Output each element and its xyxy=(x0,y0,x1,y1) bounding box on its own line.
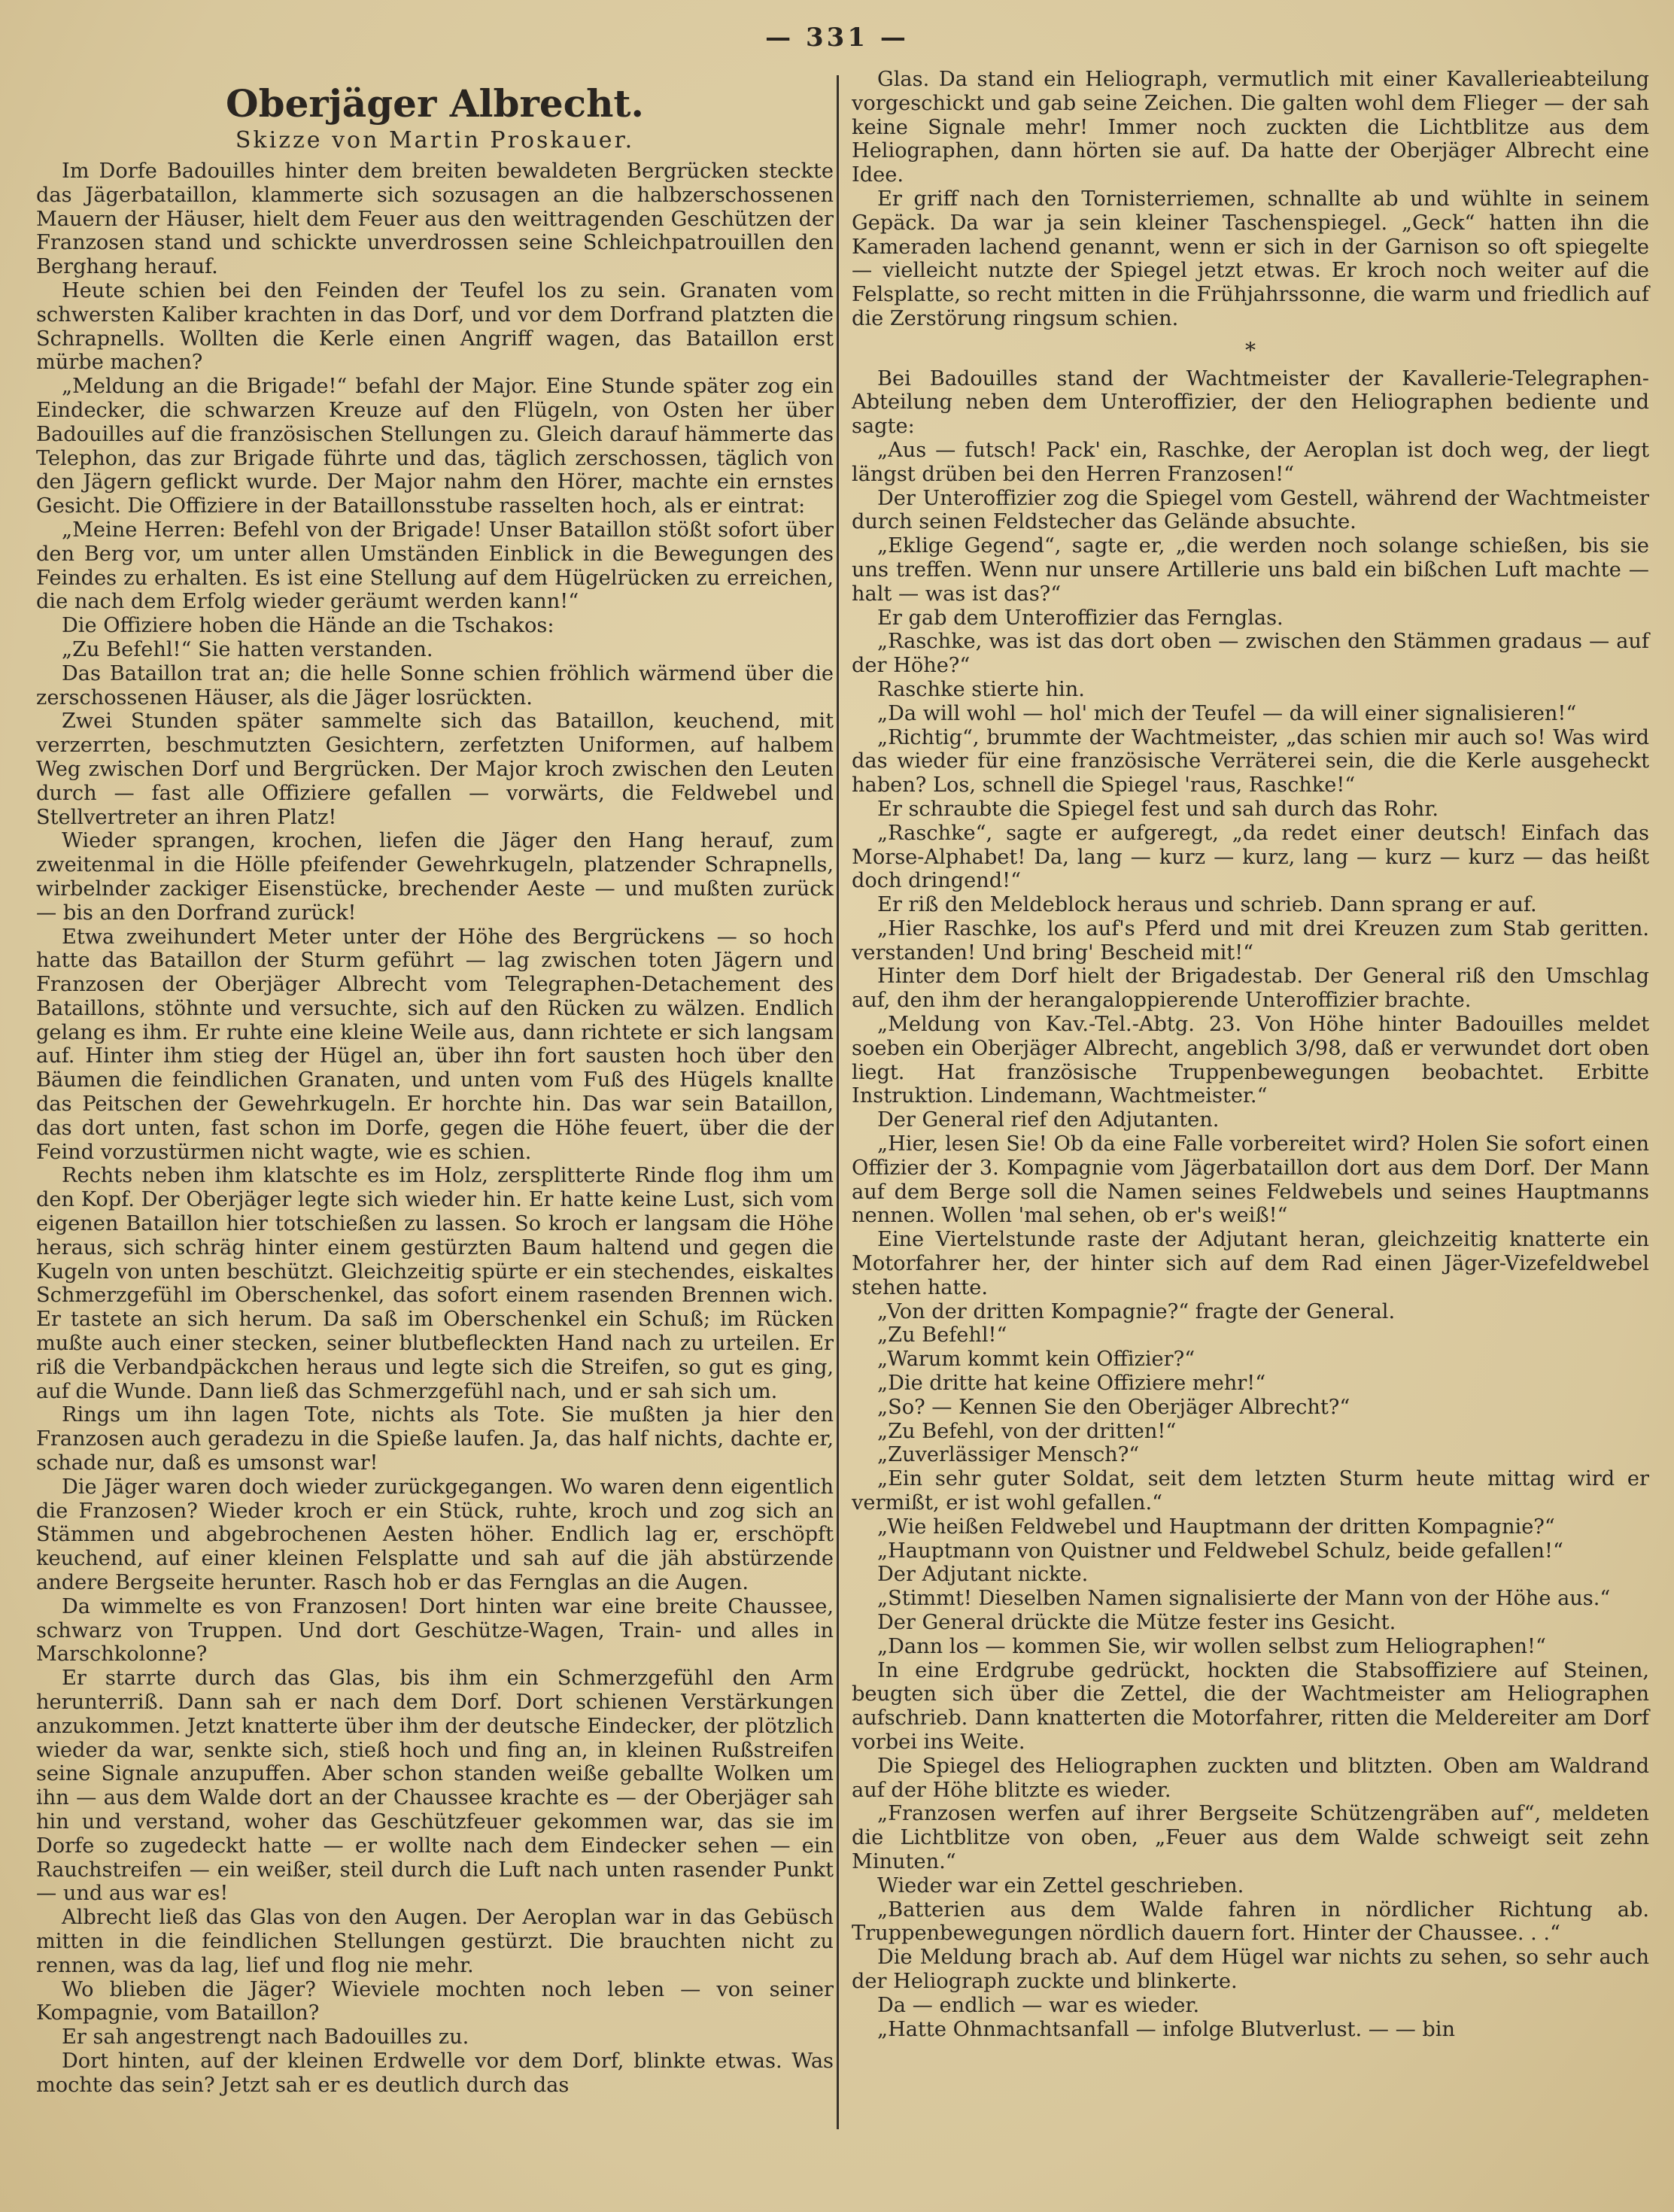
paragraph: Er riß den Meldeblock heraus und schrieb. Dann sprang er auf. xyxy=(877,893,1537,917)
paragraph: „Die dritte hat keine Offiziere mehr!“ xyxy=(877,1372,1266,1396)
paragraph: „Meldung an die Brigade!“ befahl der Major. Eine Stunde später zog ein Eindecker, die schwarzen Kreuze auf den Flügeln, von Osten her über Badouilles auf die französischen Stellungen zu. Gleich darauf hämmerte das Telephon, das zur Brigade führte und das, täglich zerschossen, täglich von den Jägern geflickt wurde. Der Major nahm den Hörer, machte ein ernstes Gesicht. Die Offiziere in der Bataillonsstube rasselten hoch, als er eintrat: xyxy=(36,375,834,518)
paragraph: „Zuverlässiger Mensch?“ xyxy=(877,1443,1140,1467)
paragraph: Etwa zweihundert Meter unter der Höhe des Bergrückens — so hoch hatte das Bataillon der Sturm geführt — lag zwischen toten Jägern und Franzosen der Oberjäger Albrecht vom Telegraphen-Detachement des Bataillons, stöhnte und versuchte, sich auf den Rücken zu wälzen. Endlich gelang es ihm. Er ruhte eine kleine Weile aus, dann richtete er sich langsam auf. Hinter ihm stieg der Hügel an, über ihn fort sausten hoch über den Bäumen die feindlichen Granaten, und unten vom Fuß des Hügels knallte das Peitschen der Gewehrkugeln. Er horchte hin. Das war sein Bataillon, das dort unten, fast schon im Dorfe, gegen die Höhe feuert, über die der Feind vorzustürmen nicht wagte, wie es schien. xyxy=(36,925,834,1164)
paragraph: „Von der dritten Kompagnie?“ fragte der General. xyxy=(877,1299,1396,1323)
paragraph: „Franzosen werfen auf ihrer Bergseite Schützengräben auf“, meldeten die Lichtblitze von oben, „Feuer aus dem Walde schweigt seit zehn Minuten.“ xyxy=(852,1802,1649,1873)
paragraph: Die Offiziere hoben die Hände an die Tschakos: xyxy=(62,614,554,638)
right-column-text-bottom xyxy=(852,367,1649,2042)
paragraph: „Hatte Ohnmachtsanfall — infolge Blutverlust. — — bin xyxy=(877,2017,1456,2041)
left-column xyxy=(36,81,834,2098)
right-column xyxy=(852,68,1649,2041)
paragraph: „Raschke, was ist das dort oben — zwischen den Stämmen gradaus — auf der Höhe?“ xyxy=(852,630,1649,678)
paragraph: „Raschke“, sagte er aufgeregt, „da redet einer deutsch! Einfach das Morse-Alphabet! Da, lang — kurz — kurz, lang — kurz — kurz — das heißt doch dringend!“ xyxy=(852,821,1649,893)
paragraph: „Hauptmann von Quistner und Feldwebel Schulz, beide gefallen!“ xyxy=(877,1539,1563,1563)
paragraph: Die Spiegel des Heliographen zuckten und blitzten. Oben am Waldrand auf der Höhe blitzte es wieder. xyxy=(852,1754,1649,1802)
page-number: — 331 — xyxy=(765,23,909,53)
paragraph: Die Jäger waren doch wieder zurückgegangen. Wo waren denn eigentlich die Franzosen? Wieder kroch er ein Stück, ruhte, kroch und zog sich an Stämmen und abgebrochenen Aesten höher. Endlich lag er, erschöpft keuchend, auf einer kleinen Felsplatte und sah auf die jäh abstürzende andere Bergseite herunter. Rasch hob er das Fernglas an die Augen. xyxy=(36,1475,834,1595)
paragraph: „So? — Kennen Sie den Oberjäger Albrecht?“ xyxy=(877,1395,1350,1419)
paragraph: „Da will wohl — hol' mich der Teufel — da will einer signalisieren!“ xyxy=(877,701,1577,725)
paragraph: „Wie heißen Feldwebel und Hauptmann der dritten Kompagnie?“ xyxy=(877,1515,1555,1539)
paragraph: „Richtig“, brummte der Wachtmeister, „das schien mir auch so! Was wird das wieder für eine französische Verräterei sein, die die Kerle ausgeheckt haben? Los, schnell die Spiegel 'raus, Raschke!“ xyxy=(852,725,1649,798)
paragraph: „Batterien aus dem Walde fahren in nördlicher Richtung ab. Truppenbewegungen nördlich dauern fort. Hinter der Chaussee. . .“ xyxy=(852,1898,1649,1946)
paragraph: Er griff nach den Tornisterriemen, schnallte ab und wühlte in seinem Gepäck. Da war ja sein kleiner Taschenspiegel. „Geck“ hatten ihn die Kameraden lachend genannt, wenn er sich in der Garnison so oft spiegelte — vielleicht nutzte der Spiegel jetzt etwas. Er kroch noch weiter auf die Felsplatte, so recht mitten in die Frühjahrssonne, die warm und friedlich auf die Zerstörung ringsum schien. xyxy=(852,187,1649,330)
paragraph: Dort hinten, auf der kleinen Erdwelle vor dem Dorf, blinkte etwas. Was mochte das sein? Jetzt sah er es deutlich durch das xyxy=(36,2049,834,2097)
paragraph: Eine Viertelstunde raste der Adjutant heran, gleichzeitig knatterte ein Motorfahrer her, der hinter sich auf dem Rad einen Jäger-Vizefeldwebel stehen hatte. xyxy=(852,1228,1649,1299)
paragraph: Raschke stierte hin. xyxy=(877,677,1085,701)
paragraph: „Hier Raschke, los auf's Pferd und mit drei Kreuzen zum Stab geritten. verstanden! Und bring' Bescheid mit!“ xyxy=(852,916,1649,965)
paragraph: Hinter dem Dorf hielt der Brigadestab. Der General riß den Umschlag auf, den ihm der herangaloppierende Unteroffizier brachte. xyxy=(852,965,1649,1013)
paragraph: Da — endlich — war es wieder. xyxy=(877,1993,1200,2017)
paragraph: Der General rief den Adjutanten. xyxy=(877,1108,1220,1132)
paragraph: Heute schien bei den Feinden der Teufel los zu sein. Granaten vom schwersten Kaliber krachten in das Dorf, und vor dem Dorfrand platzten die Schrapnells. Wollten die Kerle einen Angriff wagen, das Bataillon erst mürbe machen? xyxy=(36,278,834,375)
paragraph: Wieder war ein Zettel geschrieben. xyxy=(877,1873,1244,1898)
paragraph: Bei Badouilles stand der Wachtmeister der Kavallerie-Telegraphen-Abteilung neben dem Unteroffizier, der den Heliographen bediente und sagte: xyxy=(852,366,1649,439)
paragraph: „Ein sehr guter Soldat, seit dem letzten Sturm heute mittag wird er vermißt, er ist wohl gefallen.“ xyxy=(852,1467,1649,1515)
paragraph: Das Bataillon trat an; die helle Sonne schien fröhlich wärmend über die zerschossenen Häuser, als die Jäger losrückten. xyxy=(36,661,834,709)
paragraph: Glas. Da stand ein Heliograph, vermutlich mit einer Kavallerieabteilung vorgeschickt und gab seine Zeichen. Die galten wohl dem Flieger — der sah keine Signale mehr! Immer noch zuckten die Lichtblitze aus dem Heliographen, dann hörten sie auf. Da hatte der Oberjäger Albrecht eine Idee. xyxy=(852,68,1649,187)
left-column-text xyxy=(36,160,834,2098)
paragraph: Die Meldung brach ab. Auf dem Hügel war nichts zu sehen, so sehr auch der Heliograph zuckte und blinkerte. xyxy=(852,1946,1649,1993)
column-divider xyxy=(837,75,839,2129)
article-title: Oberjäger Albrecht. xyxy=(226,81,644,126)
paragraph: „Hier, lesen Sie! Ob da eine Falle vorbereitet wird? Holen Sie sofort einen Offizier der 3. Kompagnie vom Jägerbataillon dort aus dem Dorf. Der Mann auf dem Berge soll die Namen seines Feldwebels und seines Hauptmanns nennen. Wollen 'mal sehen, ob er's weiß!“ xyxy=(852,1132,1649,1228)
paragraph: „Stimmt! Dieselben Namen signalisierte der Mann von der Höhe aus.“ xyxy=(877,1587,1611,1611)
paragraph: „Zu Befehl!“ Sie hatten verstanden. xyxy=(62,637,433,661)
paragraph: Der General drückte die Mütze fester ins Gesicht. xyxy=(877,1611,1396,1634)
paragraph: Rings um ihn lagen Tote, nichts als Tote. Sie mußten ja hier den Franzosen auch geradezu in die Spieße laufen. Ja, das half nichts, dachte er, schade nur, daß es umsonst war! xyxy=(36,1403,834,1475)
paragraph: Rechts neben ihm klatschte es im Holz, zersplitterte Rinde flog ihm um den Kopf. Der Oberjäger legte sich wieder hin. Er hatte keine Lust, sich vom eigenen Bataillon hier totschießen zu lassen. So kroch er langsam die Höhe heraus, sich schräg hinter einem gestürzten Baum haltend und gegen die Kugeln von unten beschützt. Gleichzeitig spürte er ein stechendes, eiskaltes Schmerzgefühl im Oberschenkel, das sofort einem rasenden Brennen wich. Er tastete an sich herum. Da saß im Oberschenkel ein Schuß; im Rücken mußte auch einer stecken, seiner blutbefleckten Hand nach zu urteilen. Er riß die Verbandpäckchen heraus und legte sich die Streifen, so gut es ging, auf die Wunde. Dann ließ das Schmerzgefühl nach, und er sah sich um. xyxy=(36,1164,834,1403)
paragraph: In eine Erdgrube gedrückt, hockten die Stabsoffiziere auf Steinen, beugten sich über die Zettel, die der Wachtmeister am Heliographen aufschrieb. Dann knatterten die Motorfahrer, ritten die Meldereiter am Dorf vorbei ins Weite. xyxy=(852,1658,1649,1754)
paragraph: Er gab dem Unteroffizier das Fernglas. xyxy=(877,606,1284,630)
paragraph: Wieder sprangen, krochen, liefen die Jäger den Hang herauf, zum zweitenmal in die Hölle pfeifender Gewehrkugeln, platzender Schrapnells, wirbelnder zackiger Eisenstücke, brechender Aeste — und mußten zurück — bis an den Dorfrand zurück! xyxy=(36,829,834,925)
paragraph: „Zu Befehl!“ xyxy=(877,1323,1007,1348)
paragraph: Wo blieben die Jäger? Wieviele mochten noch leben — von seiner Kompagnie, vom Bataillon? xyxy=(36,1977,834,2025)
paragraph: Der Adjutant nickte. xyxy=(877,1563,1089,1587)
paragraph: Albrecht ließ das Glas von den Augen. Der Aeroplan war in das Gebüsch mitten in die feindlichen Stellungen gestürzt. Die brauchten nicht zu rennen, was da lag, lief und flog nie mehr. xyxy=(36,1906,834,1977)
paragraph: Er starrte durch das Glas, bis ihm ein Schmerzgefühl den Arm herunterriß. Dann sah er nach dem Dorf. Dort schienen Verstärkungen anzukommen. Jetzt knatterte über ihm der deutsche Eindecker, der plötzlich wieder da war, senkte sich, stieß hoch und fing an, in kleinen Rußstreifen seine Signale anzupuffen. Aber schon standen weiße geballte Wolken um ihn — aus dem Walde dort an der Chaussee krachte es — der Oberjäger sah hin und verstand, woher das Geschützfeuer gekommen war, das sie im Dorfe so zugedeckt hatte — er wollte nach dem Eindecker sehen — ein Rauchstreifen — ein weißer, steil durch die Luft nach unten rasender Punkt — und aus war es! xyxy=(36,1667,834,1906)
paragraph: Der Unteroffizier zog die Spiegel vom Gestell, während der Wachtmeister durch seinen Feldstecher das Gelände absuchte. xyxy=(852,486,1649,534)
paragraph: „Aus — futsch! Pack' ein, Raschke, der Aeroplan ist doch weg, der liegt längst drüben bei den Herren Franzosen!“ xyxy=(852,438,1649,486)
paragraph: „Eklige Gegend“, sagte er, „die werden noch solange schießen, bis sie uns treffen. Wenn nur unsere Artillerie uns bald ein bißchen Luft machte — halt — was ist das?“ xyxy=(852,534,1649,606)
paragraph: „Warum kommt kein Offizier?“ xyxy=(877,1348,1195,1372)
paragraph: „Meldung von Kav.-Tel.-Abtg. 23. Von Höhe hinter Badouilles meldet soeben ein Oberjäger Albrecht, angeblich 3/98, daß er verwundet dort oben liegt. Hat französische Truppenbewegungen beobachtet. Erbitte Instruktion. Lindemann, Wachtmeister.“ xyxy=(852,1013,1649,1108)
paragraph: Da wimmelte es von Franzosen! Dort hinten war eine breite Chaussee, schwarz von Truppen. Und dort Geschütze-Wagen, Train- und alles in Marschkolonne? xyxy=(36,1594,834,1667)
paragraph: Er schraubte die Spiegel fest und sah durch das Rohr. xyxy=(877,797,1439,821)
paragraph: „Meine Herren: Befehl von der Brigade! Unser Bataillon stößt sofort über den Berg vor, um unter allen Umständen Einblick in die Bewegungen des Feindes zu erhalten. Es ist eine Stellung auf dem Hügelrücken zu erreichen, die nach dem Erfolg wieder geräumt werden kann!“ xyxy=(36,518,834,614)
paragraph: Zwei Stunden später sammelte sich das Bataillon, keuchend, mit verzerrten, beschmutzten Gesichtern, zerfetzten Uniformen, auf halbem Weg zwischen Dorf und Bergrücken. Der Major kroch zwischen den Leuten durch — fast alle Offiziere gefallen — vorwärts, die Feldwebel und Stellvertreter an ihren Platz! xyxy=(36,709,834,829)
paragraph: Er sah angestrengt nach Badouilles zu. xyxy=(62,2025,469,2049)
right-column-text-top xyxy=(852,68,1649,331)
paragraph: „Zu Befehl, von der dritten!“ xyxy=(877,1419,1177,1443)
paragraph: Im Dorfe Badouilles hinter dem breiten bewaldeten Bergrücken steckte das Jägerbataillon, klammerte sich sozusagen an die halbzerschossenen Mauern der Häuser, hielt dem Feuer aus den weittragenden Geschützen der Franzosen stand und schickte unverdrossen seine Schleichpatrouillen den Berghang herauf. xyxy=(36,160,834,279)
paragraph: „Dann los — kommen Sie, wir wollen selbst zum Heliographen!“ xyxy=(877,1634,1546,1658)
article-subtitle: Skizze von Martin Proskauer. xyxy=(235,127,635,153)
section-separator: * xyxy=(1245,337,1256,363)
